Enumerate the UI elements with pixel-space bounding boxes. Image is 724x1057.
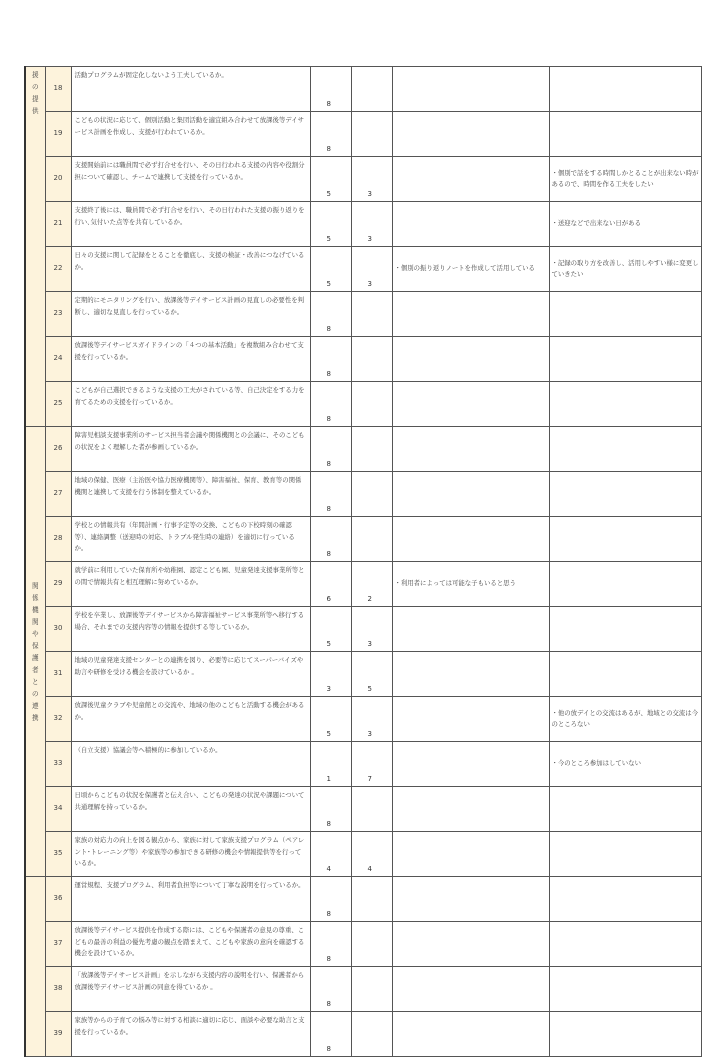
yes-count: 3 — [310, 652, 351, 697]
staff-comment — [392, 157, 549, 202]
no-count — [351, 517, 392, 562]
item-number: 26 — [45, 427, 71, 472]
question-text: 地域の児童発達支援センターとの連携を図り、必要等に応じてスーパーバイズや助言や研修を受ける機会を設けているか 。 — [71, 652, 310, 697]
item-number: 23 — [45, 292, 71, 337]
question-text: 学校を卒業し、放課後等デイサービスから障害福祉サービス事業所等へ移行する場合、それまでの支援内容等の情報を提供する等しているか。 — [71, 607, 310, 652]
staff-comment — [392, 877, 549, 922]
improvement-plan — [549, 337, 701, 382]
staff-comment — [392, 832, 549, 877]
item-number: 38 — [45, 967, 71, 1012]
improvement-plan: ・送迎などで出来ない日がある — [549, 202, 701, 247]
table-row — [25, 247, 701, 292]
table-row — [25, 292, 701, 337]
improvement-plan — [549, 607, 701, 652]
category-label — [30, 882, 40, 884]
question-text: 活動プログラムが固定化しないよう工夫しているか。 — [71, 67, 310, 112]
item-number: 30 — [45, 607, 71, 652]
improvement-plan — [549, 292, 701, 337]
staff-comment — [392, 517, 549, 562]
item-number: 37 — [45, 922, 71, 967]
self-evaluation-table — [24, 66, 702, 1057]
question-text: 支援終了後には、職員間で必ず打合せを行い、その日行われた支援の振り返りを行い､気付いた点等を共有しているか。 — [71, 202, 310, 247]
question-text: （自立支援）協議会等へ積極的に参加しているか。 — [71, 742, 310, 787]
yes-count: 8 — [310, 967, 351, 1012]
question-text: 日頃からこどもの状況を保護者と伝え合い、こどもの発達の状況や課題について共通理解を持っているか。 — [71, 787, 310, 832]
question-text: こどもが自己選択できるような支援の工夫がされている等、自己決定をする力を育てるための支援を行っているか。 — [71, 382, 310, 427]
item-number: 22 — [45, 247, 71, 292]
table-row — [25, 202, 701, 247]
no-count: 5 — [351, 652, 392, 697]
yes-count: 5 — [310, 247, 351, 292]
item-number: 36 — [45, 877, 71, 922]
no-count — [351, 337, 392, 382]
table-row — [25, 607, 701, 652]
yes-count: 8 — [310, 922, 351, 967]
item-number: 34 — [45, 787, 71, 832]
question-text: 放課後等デイサービスガイドラインの「４つの基本活動」を複数組み合わせて支援を行っているか。 — [71, 337, 310, 382]
improvement-plan — [549, 517, 701, 562]
yes-count: 4 — [310, 832, 351, 877]
item-number: 21 — [45, 202, 71, 247]
improvement-plan — [549, 967, 701, 1012]
staff-comment — [392, 742, 549, 787]
staff-comment — [392, 472, 549, 517]
no-count: 3 — [351, 697, 392, 742]
improvement-plan — [549, 382, 701, 427]
no-count — [351, 967, 392, 1012]
item-number: 19 — [45, 112, 71, 157]
improvement-plan — [549, 787, 701, 832]
question-text: 学校との情報共有（年間計画・行事予定等の交換、こどもの下校時刻の確認等）、連絡調整（送迎時の対応、トラブル発生時の連絡）を適切に行っているか。 — [71, 517, 310, 562]
improvement-plan — [549, 562, 701, 607]
table-row — [25, 517, 701, 562]
table-row — [25, 922, 701, 967]
question-text: 地域の保健、医療（主治医や協力医療機関等）、障害福祉、保育、教育等の関係機関と連携して支援を行う体制を整えているか。 — [71, 472, 310, 517]
yes-count: 8 — [310, 67, 351, 112]
staff-comment: ・個別の振り返りノートを作成して活用している — [392, 247, 549, 292]
question-text: こどもの状況に応じて、個別活動と集団活動を適宜組み合わせて放課後等デイサービス計画を作成し、支援が行われているか。 — [71, 112, 310, 157]
item-number: 32 — [45, 697, 71, 742]
question-text: 家族等からの子育ての悩み等に対する相談に適切に応じ、面談や必要な助言と支援を行っているか。 — [71, 1012, 310, 1057]
table-row — [25, 67, 701, 112]
yes-count: 8 — [310, 877, 351, 922]
improvement-plan — [549, 112, 701, 157]
staff-comment — [392, 112, 549, 157]
yes-count: 5 — [310, 697, 351, 742]
no-count: 7 — [351, 742, 392, 787]
question-text: 家族の対応力の向上を図る観点から、家族に対して家族支援プログラム（ペアレント･トレーニング等）や家族等の参加できる研修の機会や情報提供等を行っているか。 — [71, 832, 310, 877]
improvement-plan — [549, 1012, 701, 1057]
item-number: 33 — [45, 742, 71, 787]
improvement-plan: ・個別で話をする時間しかとることが出来ない時があるので、時間を作る工夫をしたい — [549, 157, 701, 202]
improvement-plan — [549, 427, 701, 472]
staff-comment — [392, 337, 549, 382]
category-label: 援の提供 — [31, 71, 39, 115]
yes-count: 5 — [310, 202, 351, 247]
staff-comment — [392, 607, 549, 652]
staff-comment — [392, 1012, 549, 1057]
improvement-plan: ・記録の取り方を改善し、活用しやすい様に変更していきたい — [549, 247, 701, 292]
table-row — [25, 967, 701, 1012]
improvement-plan — [549, 472, 701, 517]
table-row — [25, 382, 701, 427]
yes-count: 8 — [310, 517, 351, 562]
evaluation-sheet — [24, 66, 700, 1057]
table-row — [25, 787, 701, 832]
no-count: 3 — [351, 247, 392, 292]
yes-count: 8 — [310, 112, 351, 157]
staff-comment — [392, 292, 549, 337]
yes-count: 8 — [310, 292, 351, 337]
no-count — [351, 922, 392, 967]
staff-comment — [392, 382, 549, 427]
question-text: 障害児相談支援事業所のサービス担当者会議や関係機関との会議に、そのこどもの状況をよく理解した者が参画しているか。 — [71, 427, 310, 472]
item-number: 27 — [45, 472, 71, 517]
staff-comment — [392, 427, 549, 472]
table-row — [25, 427, 701, 472]
item-number: 24 — [45, 337, 71, 382]
question-text: 就学前に利用していた保育所や幼稚園、認定こども園、児童発達支援事業所等との間で情報共有と相互理解に努めているか。 — [71, 562, 310, 607]
question-text: 支援開始前には職員間で必ず打合せを行い、その日行われる支援の内容や役割分担について確認し、チームで連携して支援を行っているか。 — [71, 157, 310, 202]
staff-comment — [392, 787, 549, 832]
table-row — [25, 157, 701, 202]
item-number: 31 — [45, 652, 71, 697]
improvement-plan — [549, 652, 701, 697]
improvement-plan — [549, 832, 701, 877]
question-text: 運営規程、支援プログラム、利用者負担等について丁寧な説明を行っているか。 — [71, 877, 310, 922]
table-row — [25, 112, 701, 157]
question-text: 定期的にモニタリングを行い、放課後等デイサービス計画の見直しの必要性を判断し、適切な見直しを行っているか。 — [71, 292, 310, 337]
category-cell — [25, 67, 45, 427]
question-text: 「放課後等デイサービス計画」を示しながら支援内容の説明を行い、保護者から放課後等デイサービス計画の同意を得ているか 。 — [71, 967, 310, 1012]
no-count: 4 — [351, 832, 392, 877]
table-row — [25, 877, 701, 922]
staff-comment — [392, 202, 549, 247]
no-count: 3 — [351, 202, 392, 247]
staff-comment — [392, 697, 549, 742]
no-count — [351, 427, 392, 472]
no-count — [351, 67, 392, 112]
table-row — [25, 742, 701, 787]
staff-comment — [392, 652, 549, 697]
yes-count: 6 — [310, 562, 351, 607]
table-row — [25, 1012, 701, 1057]
yes-count: 8 — [310, 337, 351, 382]
item-number: 25 — [45, 382, 71, 427]
item-number: 20 — [45, 157, 71, 202]
staff-comment — [392, 67, 549, 112]
yes-count: 8 — [310, 382, 351, 427]
table-row — [25, 697, 701, 742]
no-count: 3 — [351, 607, 392, 652]
no-count — [351, 1012, 392, 1057]
improvement-plan — [549, 67, 701, 112]
item-number: 39 — [45, 1012, 71, 1057]
category-cell — [25, 427, 45, 877]
item-number: 28 — [45, 517, 71, 562]
category-label: 関係機関や保護者との連携 — [31, 582, 39, 723]
question-text: 放課後等デイサービス提供を作成する際には、こどもや保護者の意見の尊重、こどもの最善の利益の優先考慮の観点を踏まえて、こどもや家族の意向を確認する機会を設けているか。 — [71, 922, 310, 967]
yes-count: 8 — [310, 1012, 351, 1057]
yes-count: 1 — [310, 742, 351, 787]
no-count: 3 — [351, 157, 392, 202]
no-count: 2 — [351, 562, 392, 607]
staff-comment — [392, 922, 549, 967]
staff-comment: ・利用者によっては可能な子もいると思う — [392, 562, 549, 607]
no-count — [351, 877, 392, 922]
yes-count: 8 — [310, 472, 351, 517]
no-count — [351, 292, 392, 337]
item-number: 29 — [45, 562, 71, 607]
yes-count: 5 — [310, 607, 351, 652]
question-text: 放課後児童クラブや児童館との交流や、地域の他のこどもと活動する機会があるか。 — [71, 697, 310, 742]
table-row — [25, 832, 701, 877]
staff-comment — [392, 967, 549, 1012]
no-count — [351, 112, 392, 157]
no-count — [351, 382, 392, 427]
table-row — [25, 562, 701, 607]
table-row — [25, 472, 701, 517]
improvement-plan: ・今のところ参加はしていない — [549, 742, 701, 787]
yes-count: 5 — [310, 157, 351, 202]
category-cell — [25, 877, 45, 1057]
item-number: 18 — [45, 67, 71, 112]
improvement-plan — [549, 877, 701, 922]
improvement-plan — [549, 922, 701, 967]
item-number: 35 — [45, 832, 71, 877]
table-row — [25, 337, 701, 382]
yes-count: 8 — [310, 427, 351, 472]
question-text: 日々の支援に関して記録をとることを徹底し、支援の検証・改善につなげているか。 — [71, 247, 310, 292]
no-count — [351, 472, 392, 517]
yes-count: 8 — [310, 787, 351, 832]
table-row — [25, 652, 701, 697]
improvement-plan: ・他の放デイとの交流はあるが、地域との交流は今のところない — [549, 697, 701, 742]
no-count — [351, 787, 392, 832]
